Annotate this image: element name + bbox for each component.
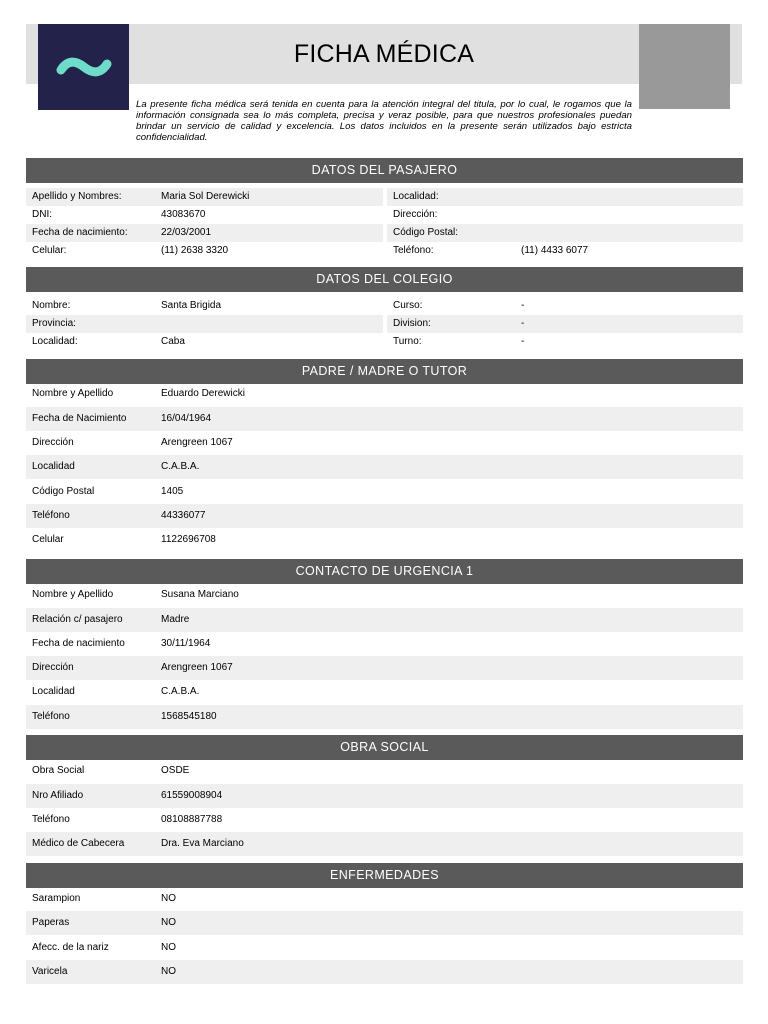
field-value: 1122696708	[161, 534, 216, 545]
table-row	[26, 911, 743, 935]
table-row	[26, 480, 743, 504]
section-header-enfermedades: ENFERMEDADES	[26, 863, 743, 888]
table-row	[26, 297, 743, 315]
section-header-tutor: PADRE / MADRE O TUTOR	[26, 359, 743, 384]
field-value: C.A.B.A.	[161, 461, 200, 472]
field-label: Dirección	[32, 437, 74, 448]
field-label: Paperas	[32, 917, 70, 928]
table-row	[26, 315, 743, 333]
field-value: -	[521, 300, 525, 311]
field-label: Apellido y Nombres:	[32, 191, 122, 202]
field-label: Sarampion	[32, 893, 81, 904]
field-value: NO	[161, 917, 176, 928]
field-label: Fecha de nacimiento	[32, 638, 125, 649]
field-label: Nro Afiliado	[32, 790, 84, 801]
field-label: Curso:	[393, 300, 423, 311]
table-row	[26, 504, 743, 528]
wave-logo-icon	[38, 24, 129, 110]
table-row	[26, 887, 743, 911]
logo	[38, 24, 129, 110]
table-row	[26, 680, 743, 704]
table-row	[26, 759, 743, 783]
field-label: Afecc. de la nariz	[32, 942, 109, 953]
row-left-cell	[26, 315, 383, 333]
row-right-cell	[387, 188, 743, 206]
photo-placeholder	[639, 24, 730, 109]
field-value: 1568545180	[161, 711, 217, 722]
section-header-pasajero: DATOS DEL PASAJERO	[26, 158, 743, 183]
field-value: Susana Marciano	[161, 589, 239, 600]
field-label: Dirección	[32, 662, 74, 673]
field-value: Dra. Eva Marciano	[161, 838, 244, 849]
field-label: Fecha de nacimiento:	[32, 227, 128, 238]
table-row	[26, 188, 743, 206]
field-value: Arengreen 1067	[161, 437, 233, 448]
field-label: Localidad:	[393, 191, 439, 202]
field-label: Dirección:	[393, 209, 438, 220]
field-label: Localidad:	[32, 336, 78, 347]
field-value: Santa Brigida	[161, 300, 222, 311]
field-label: Localidad	[32, 461, 75, 472]
table-row	[26, 407, 743, 431]
field-label: Médico de Cabecera	[32, 838, 125, 849]
field-value: (11) 4433 6077	[521, 245, 589, 256]
table-row	[26, 455, 743, 479]
field-value: -	[521, 318, 525, 329]
field-label: Fecha de Nacimiento	[32, 413, 127, 424]
field-value: 61559008904	[161, 790, 223, 801]
field-value: Madre	[161, 614, 190, 625]
table-row	[26, 808, 743, 832]
field-value: 44336077	[161, 510, 206, 521]
field-value: NO	[161, 966, 176, 977]
field-label: Celular	[32, 534, 64, 545]
field-label: Teléfono	[32, 711, 70, 722]
field-label: Código Postal	[32, 486, 95, 497]
table-row	[26, 583, 743, 607]
section-header-urgencia: CONTACTO DE URGENCIA 1	[26, 559, 743, 584]
field-label: Turno:	[393, 336, 422, 347]
table-row	[26, 431, 743, 455]
table-row	[26, 960, 743, 984]
field-value: (11) 2638 3320	[161, 245, 229, 256]
field-value: Arengreen 1067	[161, 662, 233, 673]
field-value: 43083670	[161, 209, 206, 220]
field-value: Eduardo Derewicki	[161, 388, 245, 399]
field-label: Nombre y Apellido	[32, 388, 114, 399]
field-label: Localidad	[32, 686, 75, 697]
table-row	[26, 936, 743, 960]
field-value: C.A.B.A.	[161, 686, 200, 697]
field-label: Teléfono	[32, 510, 70, 521]
field-label: Teléfono	[32, 814, 70, 825]
table-row	[26, 832, 743, 856]
section-header-obra-social: OBRA SOCIAL	[26, 735, 743, 760]
field-label: Teléfono:	[393, 245, 434, 256]
row-right-cell	[387, 315, 743, 333]
field-value: 08108887788	[161, 814, 223, 825]
field-value: Maria Sol Derewicki	[161, 191, 250, 202]
table-row	[26, 608, 743, 632]
table-row	[26, 528, 743, 552]
field-label: Celular:	[32, 245, 67, 256]
field-value: 22/03/2001	[161, 227, 212, 238]
field-label: Division:	[393, 318, 431, 329]
field-label: Nombre:	[32, 300, 71, 311]
table-row	[26, 333, 743, 351]
field-label: Obra Social	[32, 765, 85, 776]
table-row	[26, 224, 743, 242]
field-label: Relación c/ pasajero	[32, 614, 123, 625]
table-row	[26, 382, 743, 406]
field-label: Provincia:	[32, 318, 76, 329]
field-value: -	[521, 336, 525, 347]
table-row	[26, 784, 743, 808]
intro-paragraph: La presente ficha médica será tenida en cuenta para la atención integral del titula, por lo cual, le rogamos que la información consignada sea lo más completa, precisa y veraz posible, para que nuestros profesionales puedan brindar un servicio de calidad y excelencia. Los datos incluidos en la presente serán utilizados bajo estricta confidencialidad.	[136, 99, 632, 143]
field-value: Caba	[161, 336, 185, 347]
field-label: Varicela	[32, 966, 68, 977]
table-row	[26, 242, 743, 260]
field-value: OSDE	[161, 765, 190, 776]
page-title: FICHA MÉDICA	[293, 40, 475, 68]
field-label: Nombre y Apellido	[32, 589, 114, 600]
section-header-colegio: DATOS DEL COLEGIO	[26, 267, 743, 292]
field-value: NO	[161, 893, 176, 904]
field-label: DNI:	[32, 209, 52, 220]
table-row	[26, 632, 743, 656]
table-row	[26, 206, 743, 224]
field-value: NO	[161, 942, 176, 953]
field-value: 16/04/1964	[161, 413, 212, 424]
field-label: Código Postal:	[393, 227, 459, 238]
field-value: 30/11/1964	[161, 638, 211, 649]
table-row	[26, 705, 743, 729]
field-value: 1405	[161, 486, 184, 497]
table-row	[26, 656, 743, 680]
